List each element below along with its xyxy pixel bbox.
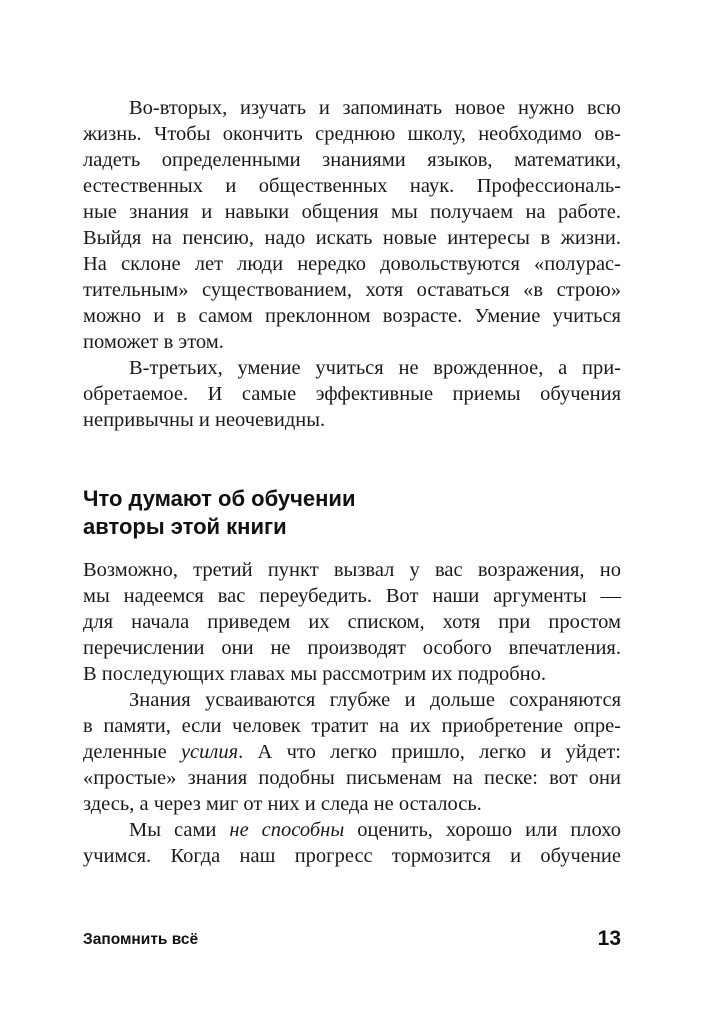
paragraph [83,95,621,355]
text-run: . А что легко пришло, легко и уйдет: [238,741,621,763]
text-line: в памяти, если человек тратит на их приобретение опре- [83,715,621,737]
text-line: перечислении они не производят особого впечатления. [83,637,621,659]
text-line: ладеть определенными знаниями языков, математики, [83,149,621,171]
text-line: жизнь. Чтобы окончить среднюю школу, необходимо ов- [83,123,621,145]
text-line: «простые» знания подобны письменам на песке: вот они [83,767,621,789]
text-line: На склоне лет люди нередко довольствуются «полурас- [83,253,621,275]
text-line: Знания усваиваются глубже и дольше сохраняются [129,689,621,711]
paragraph [83,557,621,687]
text-run: Мы сами [129,819,230,841]
text-line: для начала приведем их списком, хотя при простом [83,611,621,633]
text-line: ные знания и навыки общения мы получаем на работе. [83,201,621,223]
page-number: 13 [597,927,621,950]
text-block-top [83,95,621,433]
text-run: деленные [83,741,181,763]
footer-book-title: Запомнить всё [83,931,199,948]
paragraph [83,355,621,433]
text-line: Возможно, третий пункт вызвал у вас возражения, но [83,559,621,581]
text-block-bottom [83,557,621,869]
text-line: мы надеемся вас переубедить. Вот наши аргументы — [83,585,621,607]
text-run: оценить, хорошо или плохо [344,819,621,841]
paragraph [83,817,621,869]
text-line: В-третьих, умение учиться не врожденное, а при- [129,357,621,379]
text-line: здесь, а через миг от них и следа не осталось. [83,793,482,815]
emphasis: не способны [229,819,345,841]
text-line: непривычны и неочевидны. [83,409,326,431]
emphasis: усилия [180,741,239,763]
text-line [83,739,621,765]
text-line: поможет в этом. [83,331,224,353]
text-line: тительным» существованием, хотя оставаться «в строю» [83,279,621,301]
text-line: можно и в самом преклонном возрасте. Умение учиться [83,305,621,327]
heading-line: Что думают об обучении [83,486,356,511]
text-line [83,817,621,843]
text-line: Во-вторых, изучать и запоминать новое нужно всю [129,97,621,119]
paragraph [83,687,621,817]
text-line: обретаемое. И самые эффективные приемы обучения [83,383,621,405]
text-line: Выйдя на пенсию, надо искать новые интересы в жизни. [83,227,621,249]
text-line: естественных и общественных наук. Профессиональ- [83,175,621,197]
text-line: В последующих главах мы рассмотрим их подробно. [83,663,546,685]
heading-line: авторы этой книги [83,514,287,539]
text-line: учимся. Когда наш прогресс тормозится и обучение [83,845,621,867]
section-heading [83,485,621,541]
